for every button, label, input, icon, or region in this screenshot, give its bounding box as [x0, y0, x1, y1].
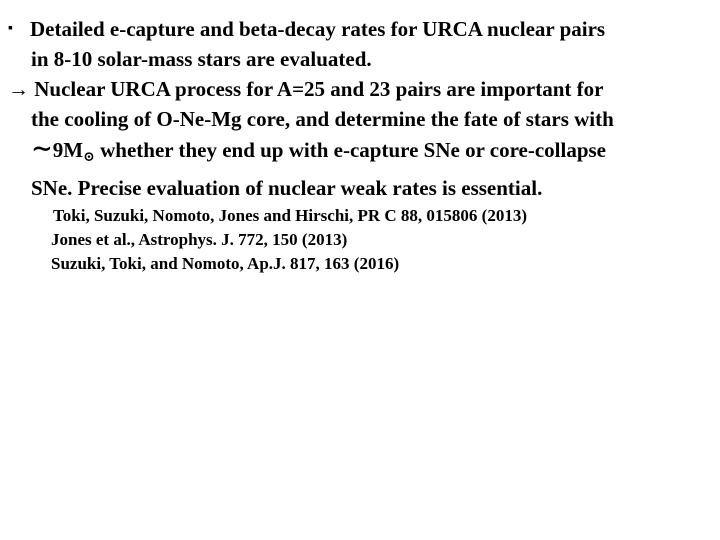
- reference-item: Toki, Suzuki, Nomoto, Jones and Hirschi, PR C 88, 015806 (2013): [53, 206, 528, 225]
- tilde-symbol: ∼: [31, 134, 53, 163]
- reference-item: Jones et al., Astrophys. J. 772, 150 (2013): [51, 230, 348, 249]
- references: [51, 204, 527, 276]
- arrow-line-4: SNe. Precise evaluation of nuclear weak rates is essential.: [31, 176, 543, 200]
- reference-item: Suzuki, Toki, and Nomoto, Ap.J. 817, 163 (2016): [51, 254, 400, 273]
- bullet-line-2: in 8-10 solar-mass stars are evaluated.: [31, 47, 372, 71]
- summary-text: [8, 14, 708, 203]
- arrow-line-1: → Nuclear URCA process for A=25 and 23 pairs are important for: [8, 77, 604, 101]
- arrow-text-3: whether they end up with e-capture SNe or core-collapse: [100, 138, 607, 162]
- bullet-icon: ▪: [8, 21, 13, 36]
- arrow-line-2: the cooling of O-Ne-Mg core, and determine the fate of stars with: [31, 107, 614, 131]
- mass-value: 9M: [52, 138, 84, 162]
- bullet-text-1: Detailed e-capture and beta-decay rates for URCA nuclear pairs: [30, 17, 606, 41]
- solar-mass-icon: ⊙: [83, 150, 95, 165]
- bullet-line-1: [8, 14, 708, 44]
- arrow-line-3: [8, 134, 708, 173]
